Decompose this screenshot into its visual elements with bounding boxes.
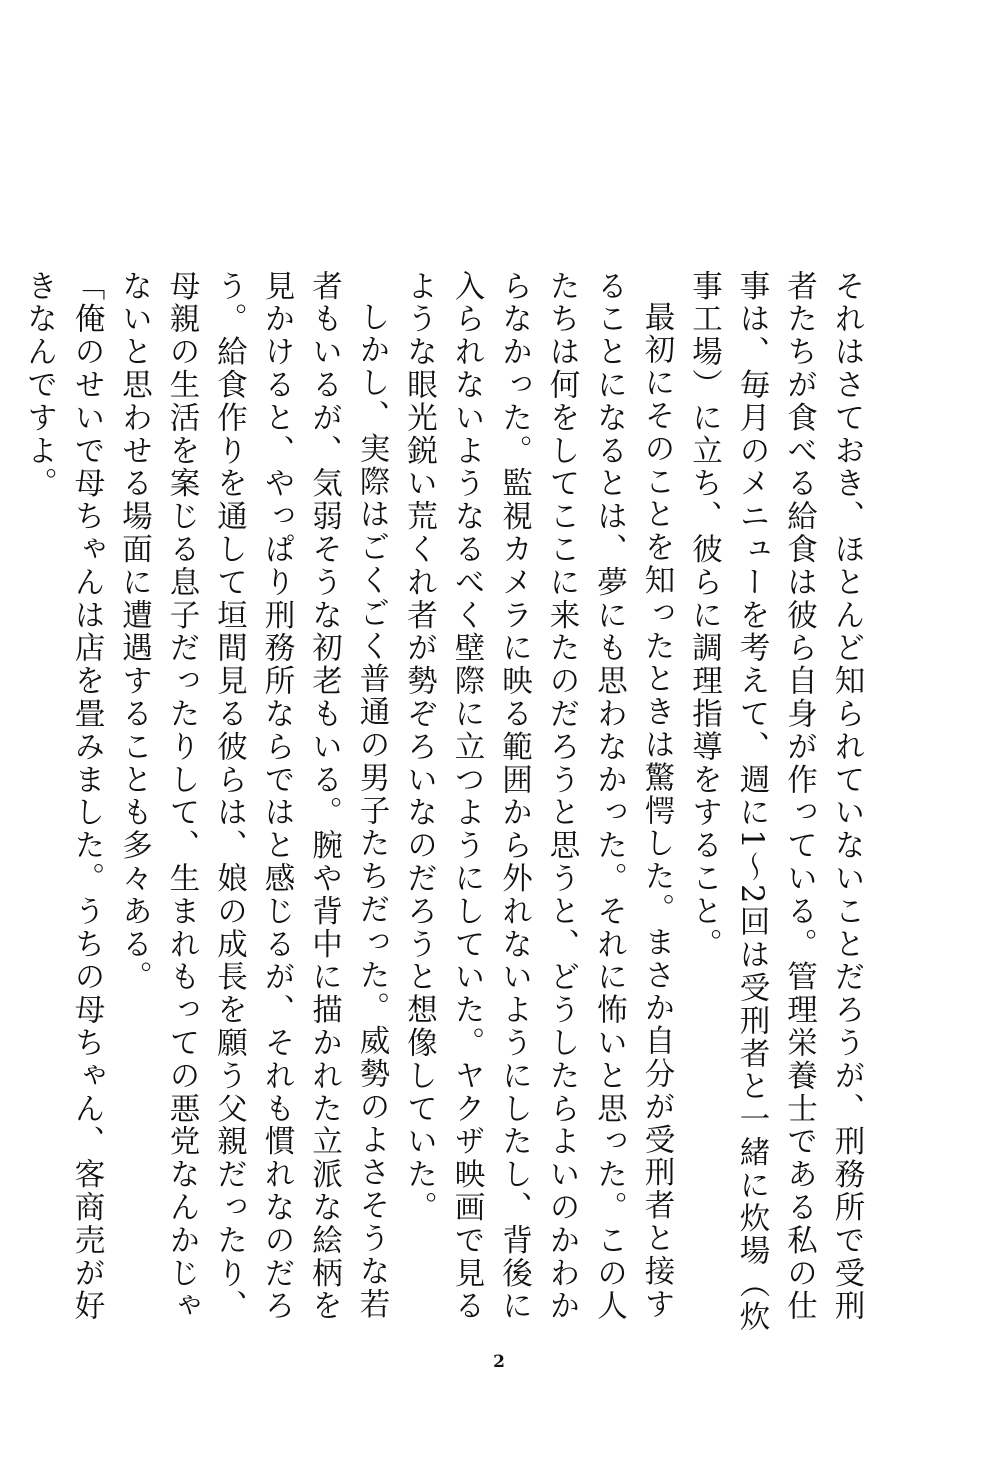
vertical-text-body	[21, 270, 870, 1350]
paragraph-4: 「俺のせいで母ちゃんは店を畳みました。うちの母ちゃん、客商売が好きなんですよ。	[21, 270, 104, 1323]
paragraph-2: 最初にそのことを知ったときは驚愕した。まさか自分が受刑者と接することになるとは、夢にも思わなかった。それに怖いと思った。この人たちは何をしてここに来たのだろうと思うと、どうしたらよいのかわからなかった。監視カメラに映る範囲から外れないようにしたし、背後に入られないようなるべく壁際に立つようにしていた。ヤクザ映画で見るような眼光鋭い荒くれ者が勢ぞろいなのだろうと想像していた。	[401, 270, 674, 1323]
paragraph-3: しかし、実際はごくごく普通の男子たちだった。威勢のよさそうな若者もいるが、気弱そうな初老もいる。腕や背中に描かれた立派な絵柄を見かけると、やっぱり刑務所ならではと感じるが、それも慣れなのだろう。給食作りを通して垣間見る彼らは、娘の成長を願う父親だったり、母親の生活を案じる息子だったりして、生まれもっての悪党なんかじゃないと思わせる場面に遭遇することも多々ある。	[116, 270, 389, 1323]
page-number: 2	[493, 1352, 505, 1372]
paragraph-1: それはさておき、ほとんど知られていないことだろうが、刑務所で受刑者たちが食べる給食は彼ら自身が作っている。管理栄養士である私の仕事は、毎月のメニューを考えて、週に1〜2回は受刑者と一緒に炊場（炊事工場）に立ち、彼らに調理指導をすること。	[686, 270, 864, 1334]
